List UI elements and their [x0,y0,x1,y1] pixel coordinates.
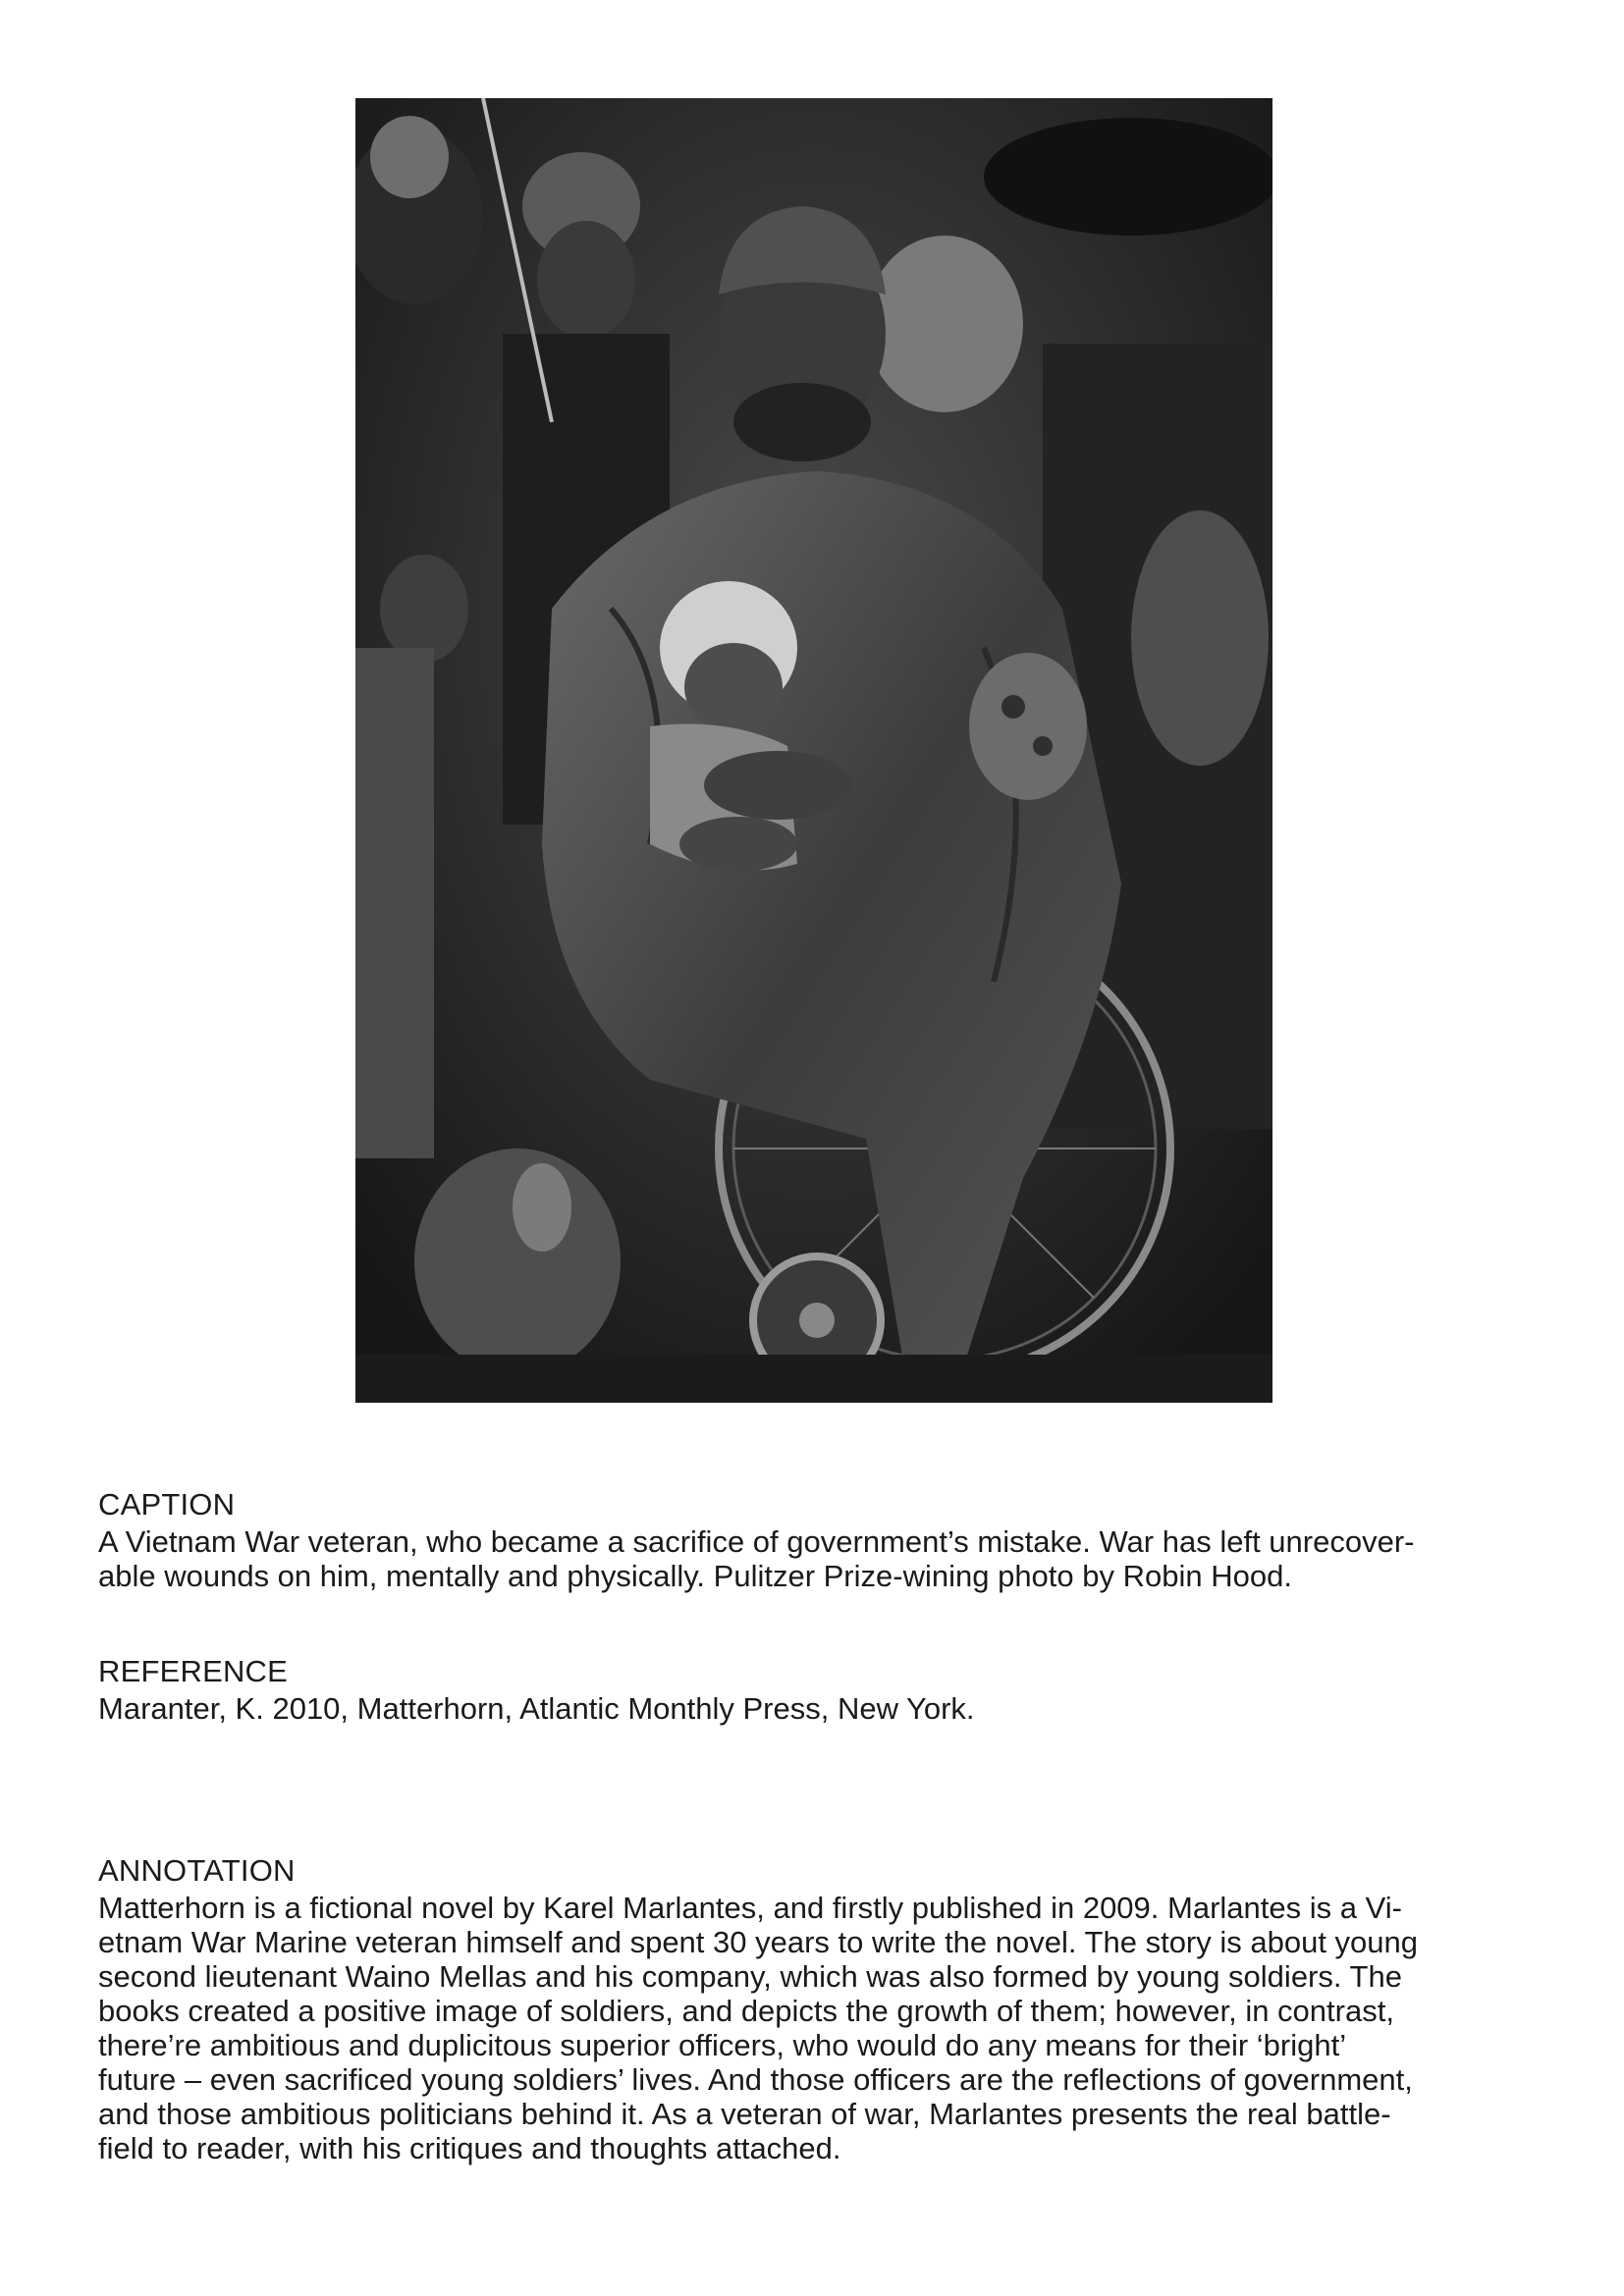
caption-line: able wounds on him, mentally and physically. Pulitzer Prize-wining photo by Robin Hood. [98,1559,1292,1593]
annotation-line: there’re ambitious and duplicitous superior officers, who would do any means for their ‘bright’ [98,2028,1347,2062]
annotation-line: future – even sacrificed young soldiers’ lives. And those officers are the reflections of government, [98,2062,1413,2097]
caption-heading: CAPTION [98,1487,236,1522]
annotation-text [98,1891,1532,2165]
reference-heading: REFERENCE [98,1654,288,1688]
caption-line: A Vietnam War veteran, who became a sacrifice of government’s mistake. War has left unrecover- [98,1524,1415,1559]
caption-text [98,1524,1532,1593]
annotation-line: Matterhorn is a fictional novel by Karel Marlantes, and firstly published in 2009. Marlantes is a Vi- [98,1891,1402,1925]
veteran-photo [355,98,1272,1403]
caption-section [98,1487,1532,1593]
annotation-line: etnam War Marine veteran himself and spent 30 years to write the novel. The story is about young [98,1925,1419,1959]
annotation-line: field to reader, with his critiques and thoughts attached. [98,2131,841,2165]
reference-text [98,1691,1532,1726]
annotation-line: second lieutenant Waino Mellas and his company, which was also formed by young soldiers. The [98,1959,1402,1994]
annotation-line: books created a positive image of soldiers, and depicts the growth of them; however, in contrast, [98,1994,1394,2028]
reference-section [98,1654,1532,1726]
annotation-section [98,1853,1532,2165]
photo-illustration [355,98,1272,1403]
annotation-line: and those ambitious politicians behind it. As a veteran of war, Marlantes presents the real battle- [98,2097,1391,2131]
reference-line: Maranter, K. 2010, Matterhorn, Atlantic Monthly Press, New York. [98,1691,975,1726]
annotation-heading: ANNOTATION [98,1853,296,1888]
